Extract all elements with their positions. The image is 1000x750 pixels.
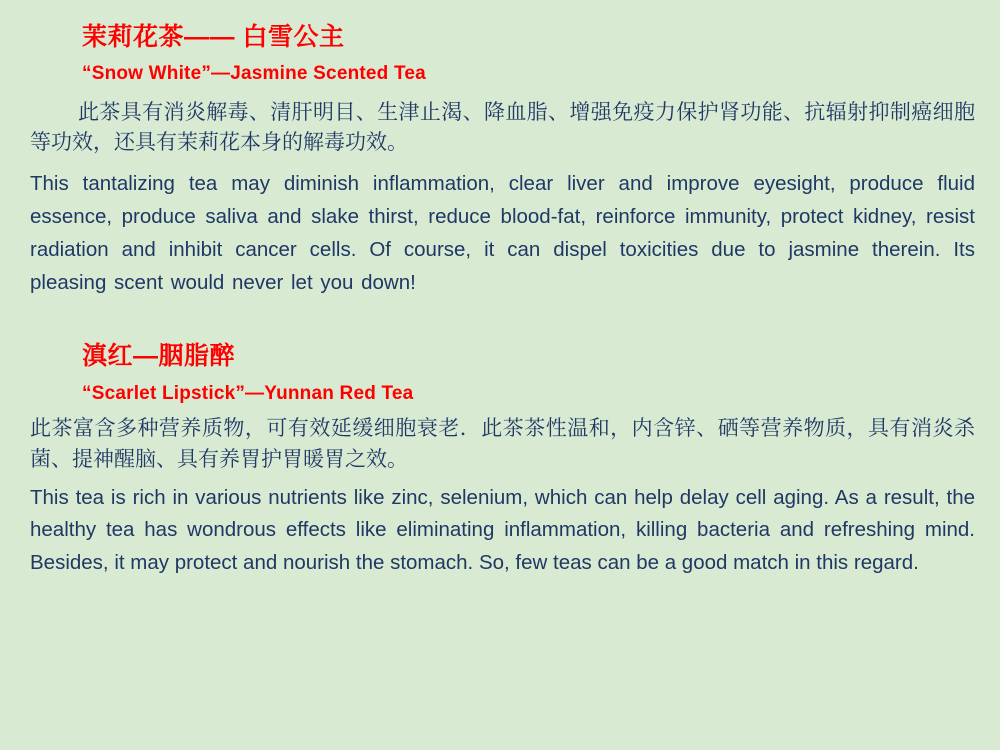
section-body-english: This tea is rich in various nutrients like zinc, selenium, which can help delay cell aging. As a result, the healthy tea has wondrous effects like eliminating inflammation, killing bacteria and refreshing mind. Besides, it may protect and nourish the stomach. So, few teas can be a good match in this regard. (30, 485, 975, 574)
section-title-chinese: 滇红—胭脂醉 (82, 342, 236, 371)
section-title-chinese: 茉莉花茶—— 白雪公主 (82, 23, 345, 51)
section-title-english: “Scarlet Lipstick”—Yunnan Red Tea (82, 382, 414, 404)
tea-section-yunnan-red (30, 341, 975, 579)
section-body-chinese: 此茶具有消炎解毒、清肝明目、生津止渴、降血脂、增强免疫力保护肾功能、抗辐射抑制癌细胞等功效，还具有茉莉花本身的解毒功效。 (30, 100, 975, 154)
section-body-chinese: 此茶富含多种营养质物，可有效延缓细胞衰老．此茶茶性温和，内含锌、硒等营养物质，具有消炎杀菌、提神醒脑、具有养胃护胃暖胃之效。 (30, 417, 975, 471)
tea-section-jasmine (30, 22, 975, 299)
section-body-english: This tantalizing tea may diminish inflammation, clear liver and improve eyesight, produce fluid essence, produce saliva and slake thirst, reduce blood-fat, reinforce immunity, protect kidney, resist radiation and inhibit cancer cells. Of course, it can dispel toxicities due to jasmine therein. Its pleasing scent would never let you down! (30, 171, 975, 295)
section-title-english: “Snow White”—Jasmine Scented Tea (82, 63, 426, 85)
slide-content (30, 22, 975, 589)
